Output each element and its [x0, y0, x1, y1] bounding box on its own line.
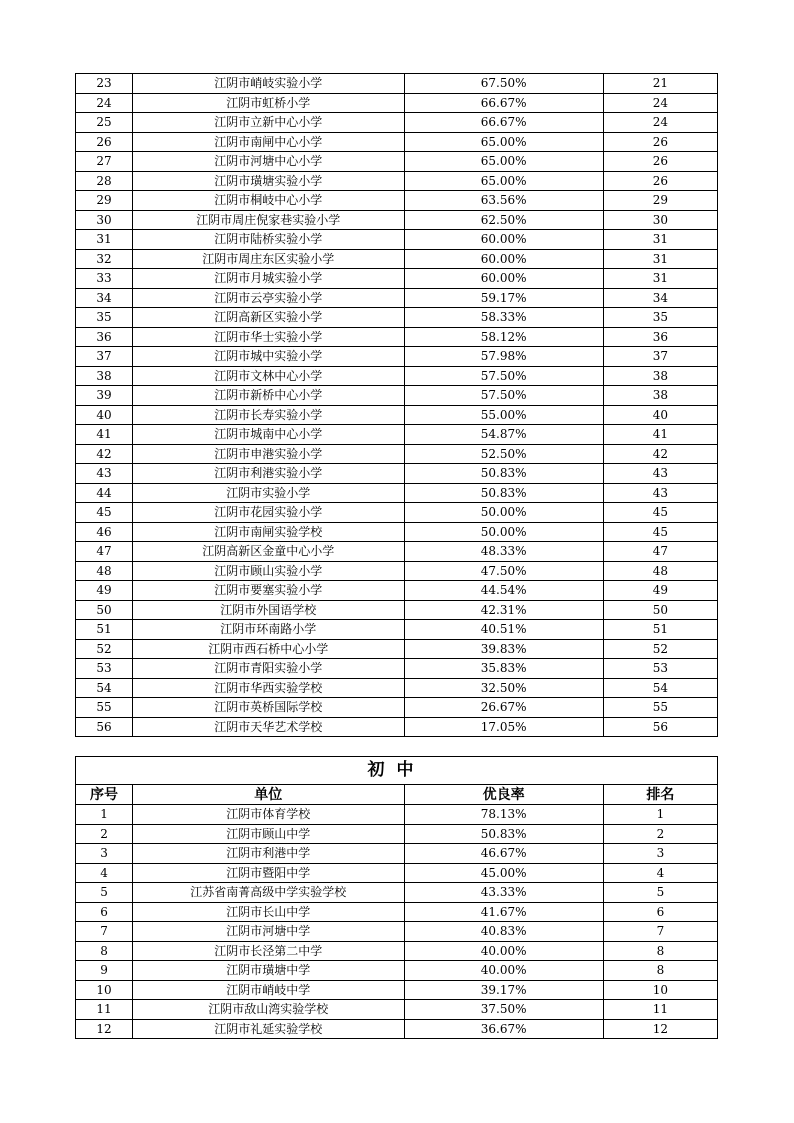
cell-rate: 78.13%: [404, 805, 603, 825]
cell-rate: 67.50%: [404, 74, 603, 94]
cell-rate: 57.50%: [404, 386, 603, 406]
primary-school-ranking-table: [75, 73, 718, 737]
cell-rate: 65.00%: [404, 171, 603, 191]
cell-unit: 江阴市体育学校: [133, 805, 404, 825]
cell-rank: 45: [603, 522, 717, 542]
cell-unit: 江阴市桐岐中心小学: [133, 191, 404, 211]
table-row: [76, 444, 718, 464]
cell-rate: 60.00%: [404, 230, 603, 250]
cell-rate: 59.17%: [404, 288, 603, 308]
table-row: [76, 542, 718, 562]
cell-unit: 江阴市河塘中心小学: [133, 152, 404, 172]
cell-unit: 江阴市华士实验小学: [133, 327, 404, 347]
cell-rank: 54: [603, 678, 717, 698]
cell-index: 45: [76, 503, 133, 523]
primary-school-ranking-body: [76, 74, 718, 737]
cell-rate: 50.83%: [404, 483, 603, 503]
cell-unit: 江阴市南闸中心小学: [133, 132, 404, 152]
cell-rate: 63.56%: [404, 191, 603, 211]
cell-unit: 江阴市长泾第二中学: [133, 941, 404, 961]
cell-rate: 36.67%: [404, 1019, 603, 1039]
cell-rate: 55.00%: [404, 405, 603, 425]
cell-rate: 41.67%: [404, 902, 603, 922]
table-row: [76, 922, 718, 942]
cell-unit: 江阴市文林中心小学: [133, 366, 404, 386]
table-row: [76, 639, 718, 659]
cell-unit: 江阴市峭岐中学: [133, 980, 404, 1000]
cell-index: 3: [76, 844, 133, 864]
cell-unit: 江阴市外国语学校: [133, 600, 404, 620]
cell-index: 5: [76, 883, 133, 903]
cell-unit: 江阴市周庄东区实验小学: [133, 249, 404, 269]
cell-index: 54: [76, 678, 133, 698]
cell-unit: 江阴市璜塘实验小学: [133, 171, 404, 191]
table-row: [76, 620, 718, 640]
cell-unit: 江阴市陆桥实验小学: [133, 230, 404, 250]
cell-index: 11: [76, 1000, 133, 1020]
cell-rate: 46.67%: [404, 844, 603, 864]
table-row: [76, 74, 718, 94]
cell-rate: 65.00%: [404, 132, 603, 152]
cell-index: 41: [76, 425, 133, 445]
table-row: [76, 863, 718, 883]
cell-unit: 江阴市利港中学: [133, 844, 404, 864]
cell-index: 52: [76, 639, 133, 659]
cell-rate: 37.50%: [404, 1000, 603, 1020]
cell-index: 34: [76, 288, 133, 308]
cell-index: 36: [76, 327, 133, 347]
cell-index: 32: [76, 249, 133, 269]
cell-rank: 56: [603, 717, 717, 737]
cell-unit: 江阴市新桥中心小学: [133, 386, 404, 406]
table-row: [76, 561, 718, 581]
cell-index: 30: [76, 210, 133, 230]
cell-index: 38: [76, 366, 133, 386]
cell-index: 6: [76, 902, 133, 922]
cell-rate: 45.00%: [404, 863, 603, 883]
cell-index: 55: [76, 698, 133, 718]
cell-index: 40: [76, 405, 133, 425]
cell-rate: 50.00%: [404, 503, 603, 523]
cell-unit: 江阴市南闸实验学校: [133, 522, 404, 542]
cell-index: 44: [76, 483, 133, 503]
cell-rate: 50.00%: [404, 522, 603, 542]
header-rank: 排名: [603, 785, 717, 805]
cell-rate: 17.05%: [404, 717, 603, 737]
cell-unit: 江阴市顾山实验小学: [133, 561, 404, 581]
cell-rank: 8: [603, 961, 717, 981]
cell-unit: 江阴市利港实验小学: [133, 464, 404, 484]
cell-rank: 8: [603, 941, 717, 961]
table-row: [76, 902, 718, 922]
cell-unit: 江阴市要塞实验小学: [133, 581, 404, 601]
cell-rate: 57.98%: [404, 347, 603, 367]
cell-rank: 4: [603, 863, 717, 883]
cell-rate: 26.67%: [404, 698, 603, 718]
cell-unit: 江阴市英桥国际学校: [133, 698, 404, 718]
cell-index: 8: [76, 941, 133, 961]
cell-unit: 江阴市暨阳中学: [133, 863, 404, 883]
table-row: [76, 347, 718, 367]
cell-rate: 66.67%: [404, 93, 603, 113]
cell-unit: 江阴市峭岐实验小学: [133, 74, 404, 94]
cell-rank: 12: [603, 1019, 717, 1039]
cell-rank: 53: [603, 659, 717, 679]
cell-index: 9: [76, 961, 133, 981]
table-row: [76, 678, 718, 698]
cell-rate: 32.50%: [404, 678, 603, 698]
cell-rank: 42: [603, 444, 717, 464]
cell-unit: 江阴市环南路小学: [133, 620, 404, 640]
cell-rate: 60.00%: [404, 269, 603, 289]
cell-rate: 39.17%: [404, 980, 603, 1000]
table-row: [76, 522, 718, 542]
cell-unit: 江阴市申港实验小学: [133, 444, 404, 464]
table-row: [76, 844, 718, 864]
cell-rate: 39.83%: [404, 639, 603, 659]
cell-rate: 65.00%: [404, 152, 603, 172]
cell-unit: 江阴市周庄倪家巷实验小学: [133, 210, 404, 230]
table-row: [76, 210, 718, 230]
cell-rate: 57.50%: [404, 366, 603, 386]
cell-rank: 41: [603, 425, 717, 445]
cell-unit: 江阴市敌山湾实验学校: [133, 1000, 404, 1020]
cell-rank: 45: [603, 503, 717, 523]
table-row: [76, 93, 718, 113]
cell-rank: 31: [603, 249, 717, 269]
cell-unit: 江阴市长寿实验小学: [133, 405, 404, 425]
table-row: [76, 230, 718, 250]
table-row: [76, 698, 718, 718]
cell-rank: 40: [603, 405, 717, 425]
cell-index: 35: [76, 308, 133, 328]
table-row: [76, 308, 718, 328]
cell-rank: 29: [603, 191, 717, 211]
cell-index: 39: [76, 386, 133, 406]
table-row: [76, 405, 718, 425]
cell-unit: 江阴市城中实验小学: [133, 347, 404, 367]
cell-unit: 江阴市璜塘中学: [133, 961, 404, 981]
cell-rank: 48: [603, 561, 717, 581]
cell-index: 26: [76, 132, 133, 152]
table-row: [76, 805, 718, 825]
cell-rank: 26: [603, 171, 717, 191]
table-row: [76, 113, 718, 133]
cell-rank: 31: [603, 230, 717, 250]
table-row: [76, 327, 718, 347]
table-row: [76, 483, 718, 503]
cell-rank: 38: [603, 366, 717, 386]
middle-school-ranking-body: [76, 757, 718, 1039]
cell-rate: 35.83%: [404, 659, 603, 679]
cell-rate: 62.50%: [404, 210, 603, 230]
cell-rank: 52: [603, 639, 717, 659]
cell-rate: 58.12%: [404, 327, 603, 347]
cell-index: 33: [76, 269, 133, 289]
cell-index: 43: [76, 464, 133, 484]
cell-rank: 31: [603, 269, 717, 289]
table-row: [76, 941, 718, 961]
table-row: [76, 1000, 718, 1020]
cell-unit: 江阴市月城实验小学: [133, 269, 404, 289]
header-rate: 优良率: [404, 785, 603, 805]
cell-rate: 54.87%: [404, 425, 603, 445]
table-row: [76, 883, 718, 903]
cell-rate: 44.54%: [404, 581, 603, 601]
cell-rate: 42.31%: [404, 600, 603, 620]
header-unit: 单位: [133, 785, 404, 805]
cell-rank: 35: [603, 308, 717, 328]
cell-rank: 50: [603, 600, 717, 620]
cell-rank: 55: [603, 698, 717, 718]
table-row: [76, 980, 718, 1000]
cell-rate: 43.33%: [404, 883, 603, 903]
cell-unit: 江阴市花园实验小学: [133, 503, 404, 523]
cell-rate: 40.00%: [404, 941, 603, 961]
cell-index: 46: [76, 522, 133, 542]
cell-rank: 26: [603, 132, 717, 152]
table-row: [76, 249, 718, 269]
cell-rank: 43: [603, 464, 717, 484]
cell-rank: 30: [603, 210, 717, 230]
table-row: [76, 717, 718, 737]
cell-rank: 7: [603, 922, 717, 942]
cell-rank: 2: [603, 824, 717, 844]
cell-rank: 21: [603, 74, 717, 94]
cell-index: 2: [76, 824, 133, 844]
section-title: 初中: [76, 757, 718, 785]
table-row: [76, 824, 718, 844]
table-row: [76, 425, 718, 445]
table-header-row: [76, 785, 718, 805]
cell-rate: 60.00%: [404, 249, 603, 269]
cell-rank: 37: [603, 347, 717, 367]
cell-unit: 江阴市云亭实验小学: [133, 288, 404, 308]
cell-unit: 江苏省南菁高级中学实验学校: [133, 883, 404, 903]
cell-index: 37: [76, 347, 133, 367]
cell-unit: 江阴市虹桥小学: [133, 93, 404, 113]
cell-unit: 江阴市实验小学: [133, 483, 404, 503]
cell-index: 49: [76, 581, 133, 601]
table-row: [76, 152, 718, 172]
cell-rank: 51: [603, 620, 717, 640]
table-row: [76, 1019, 718, 1039]
table-row: [76, 132, 718, 152]
table-row: [76, 503, 718, 523]
cell-index: 25: [76, 113, 133, 133]
header-index: 序号: [76, 785, 133, 805]
table-row: [76, 386, 718, 406]
cell-rank: 38: [603, 386, 717, 406]
cell-unit: 江阴市青阳实验小学: [133, 659, 404, 679]
cell-index: 29: [76, 191, 133, 211]
cell-rate: 50.83%: [404, 824, 603, 844]
cell-rate: 58.33%: [404, 308, 603, 328]
cell-unit: 江阴市天华艺术学校: [133, 717, 404, 737]
cell-rate: 40.00%: [404, 961, 603, 981]
table-row: [76, 288, 718, 308]
table-row: [76, 191, 718, 211]
cell-unit: 江阴高新区实验小学: [133, 308, 404, 328]
table-title-row: [76, 757, 718, 785]
cell-rate: 40.83%: [404, 922, 603, 942]
cell-unit: 江阴市立新中心小学: [133, 113, 404, 133]
table-row: [76, 581, 718, 601]
cell-rank: 1: [603, 805, 717, 825]
cell-rank: 49: [603, 581, 717, 601]
cell-rank: 6: [603, 902, 717, 922]
cell-index: 28: [76, 171, 133, 191]
cell-rate: 48.33%: [404, 542, 603, 562]
cell-unit: 江阴高新区金童中心小学: [133, 542, 404, 562]
cell-rate: 50.83%: [404, 464, 603, 484]
cell-rate: 47.50%: [404, 561, 603, 581]
cell-rank: 43: [603, 483, 717, 503]
cell-unit: 江阴市城南中心小学: [133, 425, 404, 445]
cell-index: 24: [76, 93, 133, 113]
cell-rank: 24: [603, 113, 717, 133]
cell-rank: 47: [603, 542, 717, 562]
table-row: [76, 171, 718, 191]
table-row: [76, 464, 718, 484]
cell-index: 4: [76, 863, 133, 883]
cell-unit: 江阴市西石桥中心小学: [133, 639, 404, 659]
cell-rank: 11: [603, 1000, 717, 1020]
cell-index: 27: [76, 152, 133, 172]
cell-index: 50: [76, 600, 133, 620]
cell-rank: 34: [603, 288, 717, 308]
table-row: [76, 659, 718, 679]
cell-index: 10: [76, 980, 133, 1000]
cell-index: 53: [76, 659, 133, 679]
cell-unit: 江阴市顾山中学: [133, 824, 404, 844]
cell-rate: 40.51%: [404, 620, 603, 640]
table-row: [76, 961, 718, 981]
cell-index: 47: [76, 542, 133, 562]
cell-rank: 5: [603, 883, 717, 903]
cell-unit: 江阴市礼延实验学校: [133, 1019, 404, 1039]
cell-index: 48: [76, 561, 133, 581]
cell-rank: 36: [603, 327, 717, 347]
cell-index: 1: [76, 805, 133, 825]
cell-rank: 10: [603, 980, 717, 1000]
cell-rank: 24: [603, 93, 717, 113]
cell-unit: 江阴市华西实验学校: [133, 678, 404, 698]
cell-index: 7: [76, 922, 133, 942]
cell-rate: 66.67%: [404, 113, 603, 133]
cell-index: 51: [76, 620, 133, 640]
cell-index: 56: [76, 717, 133, 737]
cell-rank: 26: [603, 152, 717, 172]
cell-unit: 江阴市长山中学: [133, 902, 404, 922]
cell-rank: 3: [603, 844, 717, 864]
cell-index: 12: [76, 1019, 133, 1039]
cell-index: 31: [76, 230, 133, 250]
cell-unit: 江阴市河塘中学: [133, 922, 404, 942]
table-row: [76, 269, 718, 289]
middle-school-ranking-table: [75, 756, 718, 1039]
cell-rate: 52.50%: [404, 444, 603, 464]
cell-index: 23: [76, 74, 133, 94]
table-row: [76, 366, 718, 386]
cell-index: 42: [76, 444, 133, 464]
table-row: [76, 600, 718, 620]
